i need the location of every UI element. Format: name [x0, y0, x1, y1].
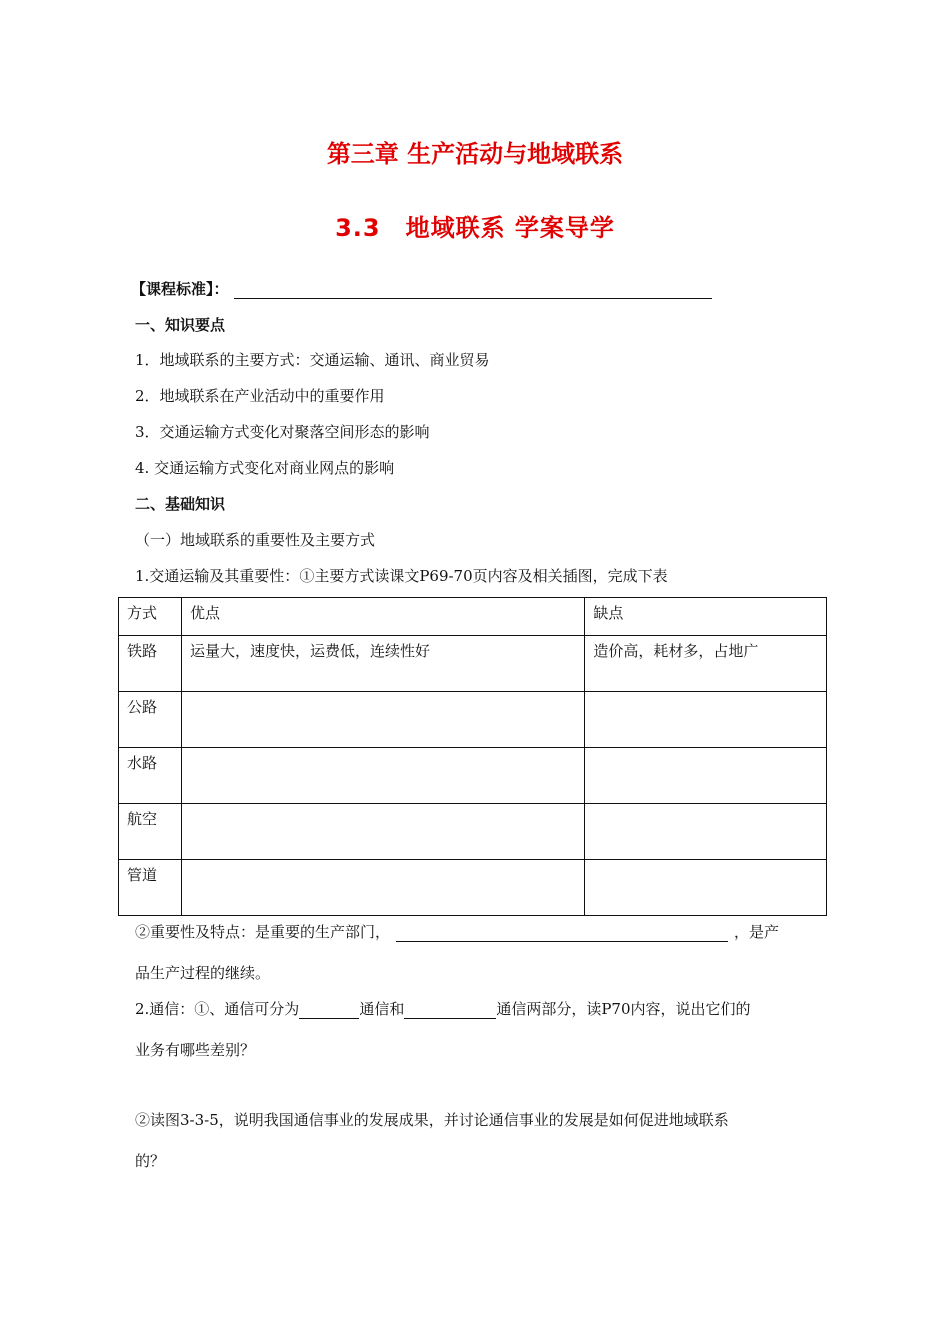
section1-heading: 一、知识要点 [135, 316, 226, 334]
list-item: 2．地域联系在产业活动中的重要作用 [135, 387, 385, 405]
table-cell[interactable] [181, 804, 584, 860]
table-cell[interactable] [585, 692, 827, 748]
question-1-part2-prefix: ②重要性及特点：是重要的生产部门， [135, 923, 391, 941]
table-row [119, 636, 827, 692]
table-cell[interactable] [181, 692, 584, 748]
table-cell: 公路 [119, 692, 182, 748]
question-1-part2-suffix: ，是产 [734, 923, 780, 941]
table-cell[interactable] [585, 804, 827, 860]
table-cell[interactable] [181, 748, 584, 804]
table-cell: 运量大，速度快，运费低，连续性好 [181, 636, 584, 692]
table-cell[interactable] [585, 748, 827, 804]
table-header-cell: 缺点 [585, 598, 827, 636]
table-cell[interactable] [585, 860, 827, 916]
table-header-cell: 优点 [181, 598, 584, 636]
question-2-part2: 通信和 [359, 1000, 405, 1018]
list-item: 3．交通运输方式变化对聚落空间形态的影响 [135, 423, 430, 441]
question-2 [135, 998, 751, 1019]
question-2-part3: 通信两部分，读P70内容，说出它们的 [496, 1000, 751, 1018]
course-standard-label: 【课程标准】： [131, 280, 229, 298]
answer-blank[interactable] [404, 1004, 496, 1019]
question-2b-line2: 的？ [135, 1152, 166, 1170]
table-row [119, 748, 827, 804]
table-header-row [119, 598, 827, 636]
table-cell: 造价高，耗材多，占地广 [585, 636, 827, 692]
section2-subheading: （一）地域联系的重要性及主要方式 [135, 531, 376, 549]
question-2b-line1: ②读图3-3-5，说明我国通信事业的发展成果，并讨论通信事业的发展是如何促进地域联系 [135, 1111, 729, 1129]
question-1-part2-line2: 品生产过程的继续。 [135, 964, 271, 982]
course-standard-blank [234, 284, 712, 299]
list-item: 1．地域联系的主要方式：交通运输、通讯、商业贸易 [135, 351, 490, 369]
table-cell: 管道 [119, 860, 182, 916]
transport-table [118, 597, 827, 916]
table-cell: 铁路 [119, 636, 182, 692]
question-2-part1: 2.通信：①、通信可分为 [135, 1000, 300, 1018]
table-row [119, 804, 827, 860]
table-cell: 航空 [119, 804, 182, 860]
question-1-intro: 1.交通运输及其重要性：①主要方式读课文P69-70页内容及相关插图，完成下表 [135, 567, 668, 585]
chapter-title: 第三章 生产活动与地域联系 [326, 140, 624, 168]
table-cell[interactable] [181, 860, 584, 916]
list-item: 4. 交通运输方式变化对商业网点的影响 [135, 459, 395, 477]
question-2-line2: 业务有哪些差别？ [135, 1041, 256, 1059]
section2-heading: 二、基础知识 [135, 495, 226, 513]
question-1-part2 [135, 921, 779, 942]
table-row [119, 860, 827, 916]
table-row [119, 692, 827, 748]
answer-blank[interactable] [299, 1004, 359, 1019]
table-cell: 水路 [119, 748, 182, 804]
course-standard [131, 278, 712, 299]
table-header-cell: 方式 [119, 598, 182, 636]
answer-blank[interactable] [396, 927, 728, 942]
section-title: 3.3 地域联系 学案导学 [335, 214, 615, 242]
